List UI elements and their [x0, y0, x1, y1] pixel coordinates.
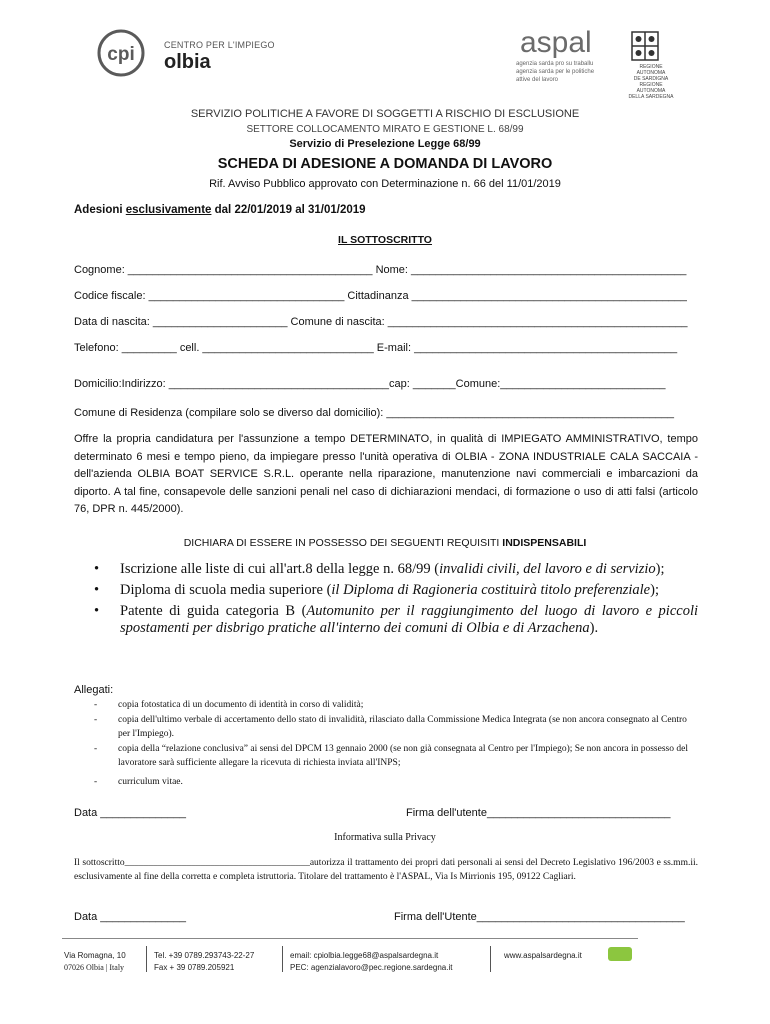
telefono-field[interactable]: Telefono: _________ cell. ____________________________ E-mail: ___________________________________________ — [74, 342, 678, 354]
page-title: SCHEDA DI ADESIONE A DOMANDA DI LAVORO — [217, 156, 553, 172]
servizio-title: SERVIZIO POLITICHE A FAVORE DI SOGGETTI A RISCHIO DI ESCLUSIONE — [190, 108, 580, 120]
footer-fax: Fax + 39 0789.205921 — [154, 963, 235, 972]
firma-utente-field[interactable]: Firma dell'utente______________________________ — [406, 807, 671, 819]
aspal-logo-text: aspal — [520, 26, 592, 58]
ras-text-3: REGIONE AUTONOMA — [636, 82, 666, 94]
footer-address-line1: Via Romagna, 10 — [64, 951, 126, 960]
requisito-end: ). — [589, 620, 599, 636]
candidatura-paragraph: Offre la propria candidatura per l'assunzione a tempo DETERMINATO, in qualità di IMPIEGATO AMMINISTRATIVO, tempo determinato 6 mesi e tempo pieno, da impiegare presso l'unità operativa di OLBIA - ZONA INDUSTRIALE CALA SACCAIA - dell'azienda OLBIA BOAT SERVICE S.R.L. operante nella riparazione, manutenzione navi commerciali e imbarcazioni da diporto. A tal fine, consapevole delle sanzioni penali nel caso di dichiarazioni mendaci, di formazione o uso di atti falsi (articolo 76, DPR n. 445/2000). — [74, 433, 698, 516]
riferimento-avviso: Rif. Avviso Pubblico approvato con Determinazione n. 66 del 11/01/2019 — [209, 178, 561, 190]
list-item — [94, 776, 698, 789]
footer-website-link[interactable]: www.aspalsardegna.it — [504, 951, 582, 960]
residenza-field[interactable]: Comune di Residenza (compilare solo se diverso dal domicilio): _______________________________________________ — [74, 407, 674, 419]
list-item — [94, 699, 698, 712]
aspal-logo — [516, 24, 616, 58]
allegato-text: copia della “relazione conclusiva” ai sensi del DPCM 13 gennaio 2000 (se non già consegnata al Centro per l'Impiego); Se non ancora in possesso del lavoratore sarà sufficiente allegare la ricevuta di richiesta inviata all'INPS; — [118, 744, 688, 768]
ras-text-1: REGIONE AUTONOMA — [636, 64, 666, 76]
data-field[interactable]: Data ______________ — [74, 807, 186, 819]
data-privacy-field[interactable]: Data ______________ — [74, 911, 186, 923]
list-item — [94, 714, 698, 741]
list-item — [94, 743, 698, 770]
cpi-centro-label: CENTRO PER L'IMPIEGO — [164, 40, 275, 50]
footer-separator — [282, 946, 283, 972]
privacy-heading: Informativa sulla Privacy — [334, 832, 436, 843]
allegati-list — [94, 699, 698, 791]
dichiara-heading — [0, 537, 770, 549]
list-item — [94, 603, 698, 637]
firma-privacy-field[interactable]: Firma dell'Utente__________________________________ — [394, 911, 685, 923]
footer-phone — [154, 950, 254, 974]
footer-address — [64, 950, 126, 974]
regione-sardegna-text — [626, 64, 676, 100]
bullet-icon: • — [94, 582, 100, 598]
requisito-end: ); — [650, 582, 659, 598]
footer-email-link[interactable]: email: cpiolbia.legge68@aspalsardegna.it — [290, 951, 439, 960]
footer-divider — [62, 938, 638, 939]
requisito-italic: invalidi civili, del lavoro e di servizio — [439, 561, 656, 577]
privacy-paragraph: Il sottoscritto_______________________________________autorizza il trattamento dei propri dati personali ai sensi del Decreto Legislativo 196/2003 e ss.mm.ii. esclusivamente al fine della corretta e completa istruttoria. Titolare del trattamento è l'ASPAL, Via Is Mirrionis 195, 09122 Cagliari. — [74, 858, 698, 882]
footer-address-line2: 07026 Olbia | Italy — [64, 963, 125, 972]
footer-tel: Tel. +39 0789.293743-22-27 — [154, 951, 255, 960]
dash-icon: - — [94, 744, 98, 755]
cpi-olbia-label: olbia — [164, 51, 211, 73]
ras-text-4: DELLA SARDEGNA — [628, 94, 674, 100]
settore-subtitle: SETTORE COLLOCAMENTO MIRATO E GESTIONE L. 68/99 — [246, 124, 524, 135]
allegati-heading: Allegati: — [74, 684, 114, 696]
codice-fiscale-field[interactable]: Codice fiscale: ________________________________ Cittadinanza _____________________________________________ — [74, 290, 687, 302]
requisito-italic: Automunito per il raggiungimento del luogo di lavoro e piccoli spostamenti per disbrigo pratiche all'interno dei comuni di Olbia e di Arzachena — [120, 603, 698, 636]
cognome-nome-field[interactable]: Cognome: ________________________________________ Nome: _____________________________________________ — [74, 264, 687, 276]
adesioni-pre: Adesioni — [74, 204, 126, 216]
allegato-text: copia dell'ultimo verbale di accertamento dello stato di invalidità, rilasciato dalla Commissione Medica Integrata (se non ancora consegnato al Centro per l'Impiego). — [118, 715, 687, 739]
aspal-tagline — [516, 60, 626, 84]
data-nascita-field[interactable]: Data di nascita: ______________________ Comune di nascita: _________________________________________________ — [74, 316, 688, 328]
list-item — [94, 561, 698, 578]
allegato-text: copia fotostatica di un documento di identità in corso di validità; — [118, 700, 364, 710]
requisito-text: Diploma di scuola media superiore ( — [120, 582, 332, 598]
bullet-icon: • — [94, 603, 100, 619]
adesioni-post: dal 22/01/2019 al 31/01/2019 — [211, 204, 366, 216]
dash-icon: - — [94, 715, 98, 726]
footer-separator — [146, 946, 147, 972]
preselezione-subtitle: Servizio di Preselezione Legge 68/99 — [289, 138, 481, 150]
ras-text-2: DE SARDIGNA — [633, 76, 669, 82]
bullet-icon: • — [94, 561, 100, 577]
green-brand-mark-icon — [608, 947, 632, 961]
allegato-text: curriculum vitae. — [118, 777, 183, 788]
list-item — [94, 582, 698, 599]
sottoscritto-heading: IL SOTTOSCRITTO — [338, 234, 432, 246]
requisiti-list — [94, 561, 698, 641]
dichiara-bold: INDISPENSABILI — [502, 537, 587, 549]
footer-email — [290, 950, 452, 974]
requisito-text: Patente di guida categoria B ( — [120, 603, 307, 619]
dichiara-text: DICHIARA DI ESSERE IN POSSESSO DEI SEGUENTI REQUISITI — [183, 537, 503, 549]
requisito-end: ); — [655, 561, 665, 577]
requisito-text: Iscrizione alle liste di cui all'art.8 della legge n. 68/99 ( — [120, 561, 440, 577]
domicilio-field[interactable]: Domicilio:Indirizzo: ____________________________________cap: _______Comune:___________________________ — [74, 378, 666, 390]
regione-sardegna-emblem-icon — [630, 30, 660, 62]
adesioni-period — [74, 204, 366, 216]
cpi-logo-text: cpi — [107, 44, 135, 65]
adesioni-underlined: esclusivamente — [125, 204, 212, 216]
aspal-tagline-1: agenzia sarda pro su traballu — [516, 61, 594, 67]
requisito-italic: il Diploma di Ragioneria costituirà titolo preferenziale — [331, 582, 651, 598]
dash-icon: - — [94, 777, 98, 788]
aspal-tagline-2: agenzia sarda per le politiche — [516, 69, 595, 75]
dash-icon: - — [94, 700, 98, 710]
footer-pec-link[interactable]: PEC: agenzialavoro@pec.regione.sardegna.it — [290, 963, 453, 972]
footer-separator — [490, 946, 491, 972]
aspal-tagline-3: attive del lavoro — [516, 77, 559, 83]
